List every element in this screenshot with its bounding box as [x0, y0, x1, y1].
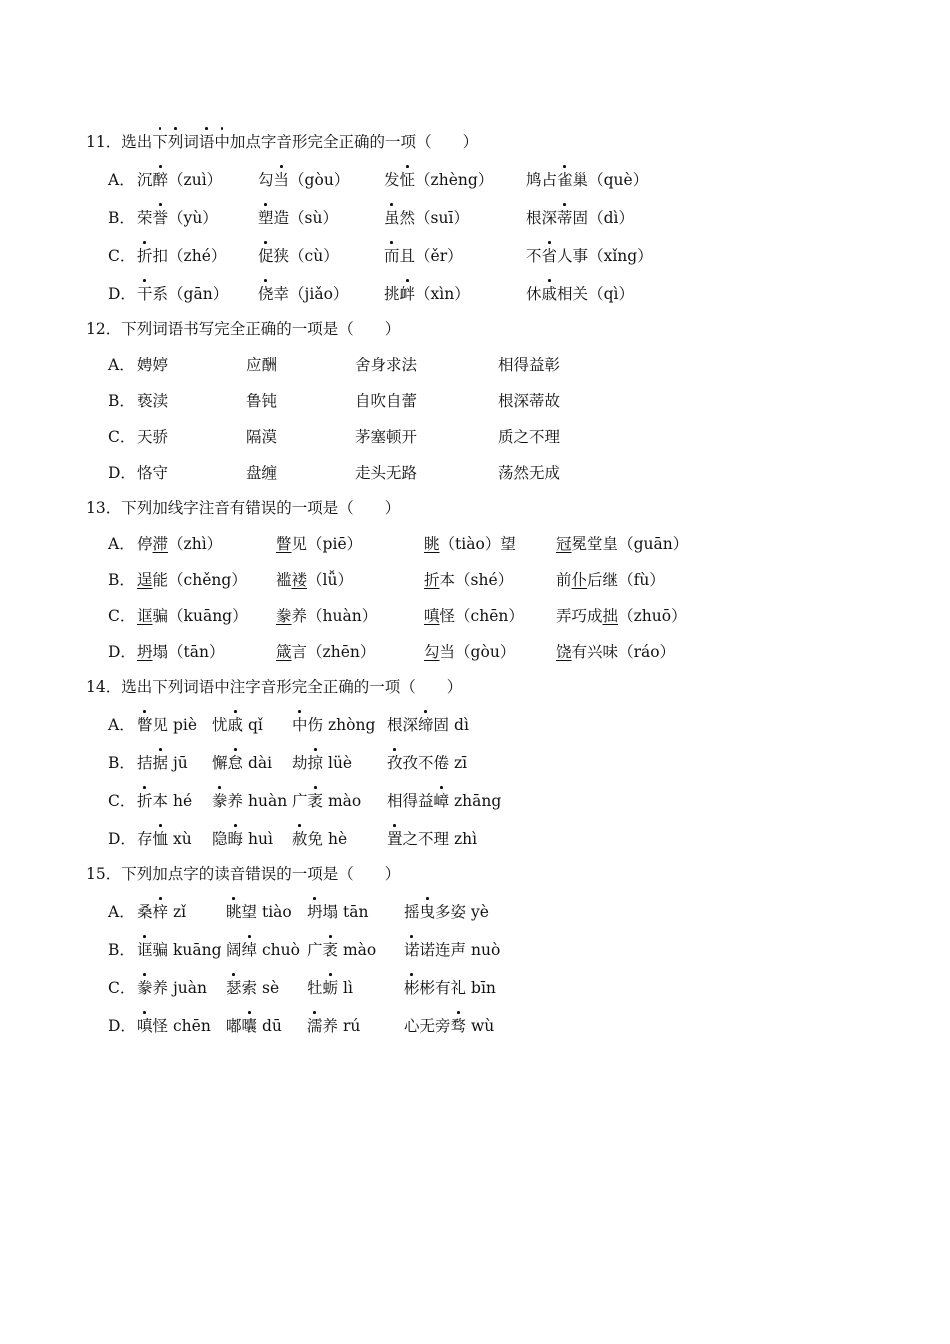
question-stem: 15．下列加点字的读音错误的一项是（ ）: [86, 865, 401, 883]
option-term: 诓骗 kuāng: [137, 941, 222, 959]
option-term: 侥幸（jiǎo）: [258, 285, 349, 303]
option-term: 坍塌（tān）: [137, 643, 225, 661]
emphasis-dot-char: 促: [258, 247, 274, 265]
option-row: [108, 978, 868, 998]
emphasis-dot-char: 恤: [152, 830, 169, 848]
emphasis-dot-char: 袤: [307, 792, 324, 810]
option-term: 促狭（cù）: [258, 247, 339, 265]
option-term: 荡然无成: [498, 464, 561, 482]
underlined-char: 褛: [291, 571, 308, 589]
underlined-char: 冠: [556, 535, 572, 553]
option-term: 相得益彰: [498, 356, 561, 374]
emphasis-dot-char: 袤: [322, 941, 339, 959]
underlined-char: 逞: [137, 571, 153, 589]
underlined-char: 拙: [602, 607, 619, 625]
option-term: 荣誉（yù）: [137, 209, 218, 227]
option-term: 嗔怪（chēn）: [424, 607, 524, 625]
emphasis-dot-char: 誉: [152, 209, 169, 227]
option-label: B．: [108, 754, 135, 772]
question-stem: 13．下列加线字注音有错误的一项是（ ）: [86, 499, 401, 517]
option-row: [108, 246, 868, 266]
option-term: 逞能（chěng）: [137, 571, 247, 589]
emphasis-dot-char: 孜: [387, 754, 403, 772]
emphasis-dot-char: 中: [214, 133, 230, 151]
option-term: 塑造（sù）: [258, 209, 339, 227]
option-term: 停滞（zhì）: [137, 535, 223, 553]
emphasis-dot-char: 而: [384, 247, 400, 265]
emphasis-dot-char: 怠: [227, 754, 244, 772]
emphasis-dot-char: 瞥: [137, 716, 153, 734]
emphasis-dot-char: 绰: [241, 941, 258, 959]
underlined-char: 眺: [424, 535, 440, 553]
option-label: A．: [108, 535, 135, 553]
question-stem: 14．选出下列词语中注字音形完全正确的一项（ ）: [86, 678, 463, 696]
option-row: [108, 791, 868, 811]
option-label: B．: [108, 392, 135, 410]
option-label: C．: [108, 792, 136, 810]
option-row: [108, 829, 868, 849]
option-term: 娉婷: [137, 356, 169, 374]
option-term: 质之不理: [498, 428, 561, 446]
option-term: 鲁钝: [246, 392, 278, 410]
emphasis-dot-char: 折: [137, 792, 153, 810]
underlined-char: 嗔: [424, 607, 440, 625]
option-term: 眺望 tiào: [226, 903, 292, 921]
option-label: B．: [108, 571, 135, 589]
option-label: C．: [108, 607, 136, 625]
emphasis-dot-char: 下: [152, 133, 168, 151]
underlined-char: 瞥: [276, 535, 292, 553]
emphasis-dot-char: 濡: [307, 1017, 323, 1035]
option-term: 置之不理 zhì: [387, 830, 478, 848]
option-term: 走头无路: [355, 464, 418, 482]
option-term: 诺诺连声 nuò: [404, 941, 501, 959]
option-term: 饶有兴味（ráo）: [556, 643, 676, 661]
option-term: 鸠占雀巢（què）: [526, 171, 649, 189]
option-term: 存恤 xù: [137, 830, 192, 848]
emphasis-dot-char: 雀: [557, 171, 573, 189]
option-row: [108, 753, 868, 773]
option-term: 相得益嶂 zhāng: [387, 792, 502, 810]
option-term: 豢养 juàn: [137, 979, 207, 997]
option-term: 茅塞顿开: [355, 428, 418, 446]
emphasis-dot-char: 坍: [307, 903, 323, 921]
option-label: C．: [108, 247, 136, 265]
option-label: D．: [108, 464, 136, 482]
emphasis-dot-char: 中: [292, 716, 308, 734]
option-term: 豢养 huàn: [212, 792, 288, 810]
option-term: 心无旁骛 wù: [404, 1017, 495, 1035]
emphasis-dot-char: 醉: [152, 171, 169, 189]
option-row: [108, 284, 868, 304]
option-term: 根深蒂故: [498, 392, 561, 410]
emphasis-dot-char: 列: [167, 133, 184, 151]
option-label: D．: [108, 830, 136, 848]
emphasis-dot-char: 省: [541, 247, 558, 265]
question-stem: 12．下列词语书写完全正确的一项是（ ）: [86, 320, 401, 338]
emphasis-dot-char: 赦: [292, 830, 308, 848]
option-term: 摇曳多姿 yè: [404, 903, 489, 921]
emphasis-dot-char: 戚: [541, 285, 558, 303]
option-term: 恪守: [137, 464, 169, 482]
option-row: [108, 355, 868, 375]
underlined-char: 箴: [276, 643, 292, 661]
option-term: 彬彬有礼 bīn: [404, 979, 496, 997]
underlined-char: 豢: [276, 607, 292, 625]
option-label: B．: [108, 941, 135, 959]
question-stem: 11．选出下列词语中加点字音形完全正确的一项（ ）: [86, 133, 479, 151]
option-term: 眺（tiào）望: [424, 535, 516, 553]
option-term: 冠冕堂皇（guān）: [556, 535, 689, 553]
option-row: [108, 534, 868, 554]
option-term: 豢养（huàn）: [276, 607, 378, 625]
option-term: 牡蛎 lì: [307, 979, 353, 997]
emphasis-dot-char: 戚: [227, 716, 244, 734]
option-term: 自吹自蕾: [355, 392, 418, 410]
option-term: 隐晦 huì: [212, 830, 273, 848]
option-term: 赦免 hè: [292, 830, 348, 848]
option-term: 折本 hé: [137, 792, 193, 810]
option-term: 而且（ěr）: [384, 247, 463, 265]
option-term: 坍塌 tān: [307, 903, 369, 921]
option-term: 嘟囔 dū: [226, 1017, 282, 1035]
option-term: 不省人事（xǐng）: [526, 247, 653, 265]
option-term: 前仆后继（fù）: [556, 571, 665, 589]
option-row: [108, 170, 868, 190]
emphasis-dot-char: 蛎: [322, 979, 339, 997]
option-term: 嗔怪 chēn: [137, 1017, 211, 1035]
option-term: 劫掠 lüè: [292, 754, 353, 772]
emphasis-dot-char: 彬: [404, 979, 420, 997]
emphasis-dot-char: 语: [198, 133, 215, 151]
option-term: 广袤 mào: [292, 792, 362, 810]
option-label: A．: [108, 171, 135, 189]
emphasis-dot-char: 梓: [152, 903, 169, 921]
option-term: 应酬: [246, 356, 278, 374]
option-row: [108, 463, 868, 483]
emphasis-dot-char: 缔: [418, 716, 434, 734]
option-row: [108, 642, 868, 662]
option-label: D．: [108, 643, 136, 661]
emphasis-dot-char: 据: [152, 754, 169, 772]
underlined-char: 滞: [152, 535, 169, 553]
option-term: 虽然（suī）: [384, 209, 469, 227]
option-term: 休戚相关（qì）: [526, 285, 634, 303]
underlined-char: 饶: [556, 643, 572, 661]
option-row: [108, 427, 868, 447]
option-term: 懈怠 dài: [212, 754, 273, 772]
option-term: 瞥见（piē）: [276, 535, 363, 553]
option-term: 天骄: [137, 428, 169, 446]
emphasis-dot-char: 置: [387, 830, 403, 848]
emphasis-dot-char: 骛: [450, 1017, 467, 1035]
option-term: 瑟索 sè: [226, 979, 280, 997]
option-row: [108, 940, 868, 960]
emphasis-dot-char: 诺: [404, 941, 420, 959]
option-term: 根深缔固 dì: [387, 716, 469, 734]
option-term: 亵渎: [137, 392, 169, 410]
option-row: [108, 606, 868, 626]
option-term: 根深蒂固（dì）: [526, 209, 634, 227]
emphasis-dot-char: 侥: [258, 285, 274, 303]
option-term: 勾当（gòu）: [258, 171, 350, 189]
option-row: [108, 391, 868, 411]
option-label: A．: [108, 356, 135, 374]
emphasis-dot-char: 当: [273, 171, 290, 189]
emphasis-dot-char: 衅: [399, 285, 416, 303]
option-term: 箴言（zhēn）: [276, 643, 376, 661]
option-term: 折本（shé）: [424, 571, 514, 589]
option-term: 折扣（zhé）: [137, 247, 227, 265]
underlined-char: 勾: [424, 643, 440, 661]
option-label: D．: [108, 285, 136, 303]
option-term: 忧戚 qǐ: [212, 716, 263, 734]
option-label: B．: [108, 209, 135, 227]
underlined-char: 坍: [137, 643, 153, 661]
option-label: C．: [108, 979, 136, 997]
option-term: 弄巧成拙（zhuō）: [556, 607, 687, 625]
underlined-char: 仆: [571, 571, 588, 589]
option-term: 广袤 mào: [307, 941, 377, 959]
option-term: 中伤 zhòng: [292, 716, 376, 734]
option-term: 桑梓 zǐ: [137, 903, 187, 921]
option-term: 拮据 jū: [137, 754, 188, 772]
option-row: [108, 902, 868, 922]
emphasis-dot-char: 嗔: [137, 1017, 153, 1035]
emphasis-dot-char: 囔: [241, 1017, 258, 1035]
emphasis-dot-char: 塑: [258, 209, 274, 227]
option-row: [108, 715, 868, 735]
option-term: 发怔（zhèng）: [384, 171, 494, 189]
underlined-char: 折: [424, 571, 440, 589]
option-row: [108, 1016, 868, 1036]
emphasis-dot-char: 掠: [307, 754, 324, 772]
option-label: A．: [108, 903, 135, 921]
option-term: 挑衅（xìn）: [384, 285, 470, 303]
emphasis-dot-char: 诓: [137, 941, 153, 959]
option-label: D．: [108, 1017, 136, 1035]
emphasis-dot-char: 晦: [227, 830, 244, 848]
option-term: 濡养 rú: [307, 1017, 361, 1035]
emphasis-dot-char: 瑟: [226, 979, 242, 997]
option-term: 勾当（gòu）: [424, 643, 516, 661]
emphasis-dot-char: 干: [137, 285, 153, 303]
emphasis-dot-char: 虽: [384, 209, 400, 227]
option-term: 褴褛（lǚ）: [276, 571, 354, 589]
option-term: 舍身求法: [355, 356, 418, 374]
option-row: [108, 208, 868, 228]
option-row: [108, 570, 868, 590]
emphasis-dot-char: 曳: [419, 903, 436, 921]
option-label: C．: [108, 428, 136, 446]
option-term: 沉醉（zuì）: [137, 171, 223, 189]
option-term: 隔漠: [246, 428, 278, 446]
option-term: 孜孜不倦 zī: [387, 754, 468, 772]
emphasis-dot-char: 豢: [212, 792, 228, 810]
underlined-char: 诓: [137, 607, 153, 625]
emphasis-dot-char: 眺: [226, 903, 242, 921]
option-term: 诓骗（kuāng）: [137, 607, 248, 625]
emphasis-dot-char: 折: [137, 247, 153, 265]
emphasis-dot-char: 蒂: [557, 209, 573, 227]
option-label: A．: [108, 716, 135, 734]
option-term: 阔绰 chuò: [226, 941, 300, 959]
emphasis-dot-char: 豢: [137, 979, 153, 997]
option-term: 盘缠: [246, 464, 278, 482]
emphasis-dot-char: 怔: [399, 171, 416, 189]
option-term: 干系（gān）: [137, 285, 229, 303]
emphasis-dot-char: 嶂: [433, 792, 450, 810]
option-term: 瞥见 piè: [137, 716, 198, 734]
